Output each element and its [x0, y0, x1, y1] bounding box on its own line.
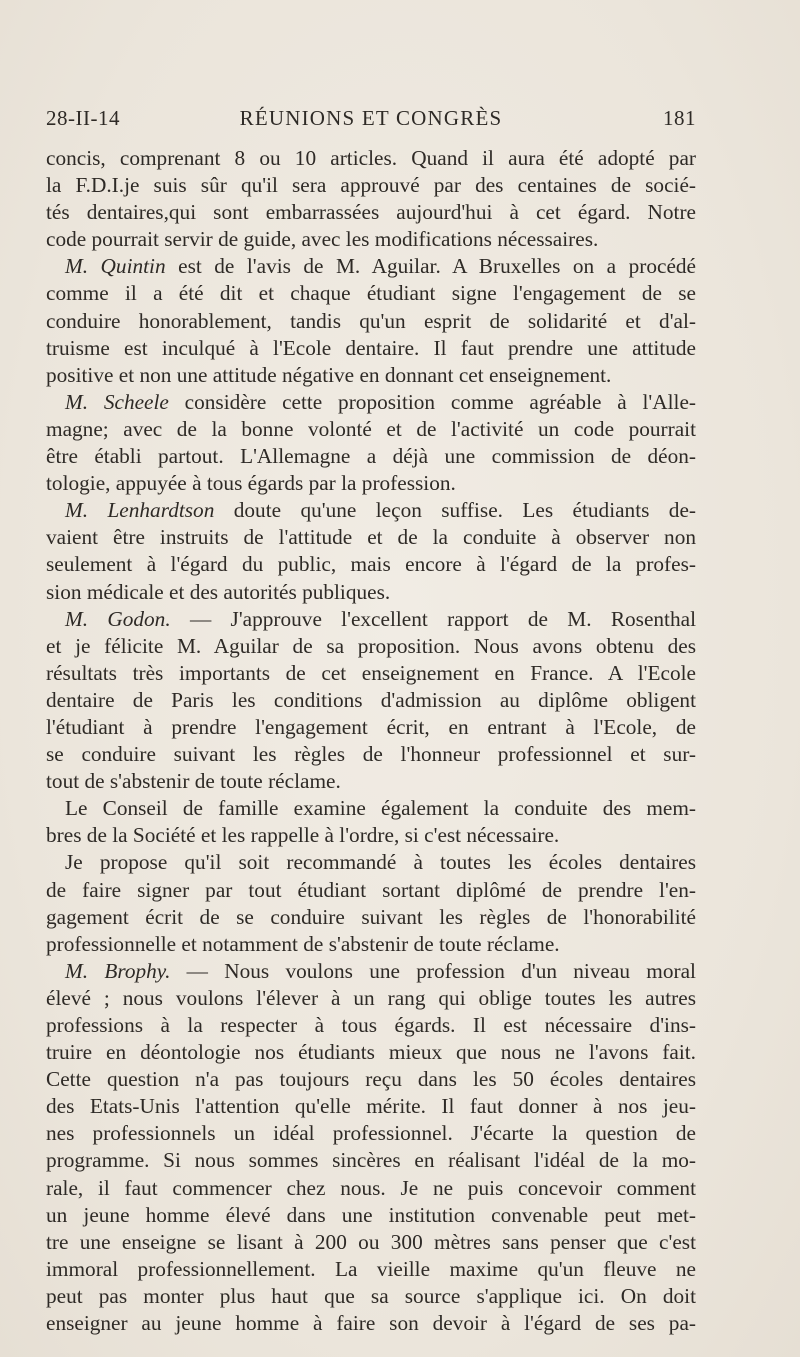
text-line — [46, 985, 696, 1012]
line-text: rale, il faut commencer chez nous. Je ne puis concevoir comment — [46, 1175, 696, 1200]
line-text: peut pas monter plus haut que sa source s'applique ici. On doit — [46, 1283, 696, 1308]
speaker-name: M. Scheele — [65, 389, 169, 414]
line-text: et je félicite M. Aguilar de sa proposition. Nous avons obtenu des — [46, 633, 696, 658]
text-line — [46, 849, 696, 876]
line-text: considère cette proposition comme agréable à l'Alle- — [168, 389, 696, 414]
text-line — [46, 416, 696, 443]
line-text: immoral professionnellement. La vieille maxime qu'un fleuve ne — [46, 1256, 696, 1281]
text-line — [46, 443, 696, 470]
text-line — [46, 714, 696, 741]
text-line — [46, 1175, 696, 1202]
line-text: vaient être instruits de l'attitude et de la conduite à observer non — [46, 525, 696, 550]
line-text: des Etats-Unis l'attention qu'elle mérite. Il faut donner à nos jeu- — [46, 1094, 696, 1119]
text-line — [46, 1093, 696, 1120]
text-line — [46, 606, 696, 633]
text-line — [46, 335, 696, 362]
line-text: code pourrait servir de guide, avec les modifications nécessaires. — [46, 227, 599, 252]
line-text: tre une enseigne se lisant à 200 ou 300 mètres sans penser que c'est — [46, 1229, 696, 1254]
line-text: comme il a été dit et chaque étudiant signe l'engagement de se — [46, 281, 696, 306]
text-line — [46, 551, 696, 578]
text-line — [46, 904, 696, 931]
text-line — [46, 470, 696, 497]
running-head — [46, 106, 696, 134]
text-line — [46, 1066, 696, 1093]
line-text: est de l'avis de M. Aguilar. A Bruxelles on a procédé — [165, 254, 696, 279]
line-text: un jeune homme élevé dans une institution convenable peut met- — [46, 1202, 696, 1227]
text-line — [46, 253, 696, 280]
text-line — [46, 579, 696, 606]
text-line — [46, 524, 696, 551]
line-text: positive et non une attitude négative en donnant cet enseignement. — [46, 362, 612, 387]
line-text: conduire honorablement, tandis qu'un esprit de solidarité et d'al- — [46, 308, 696, 333]
line-text: professions à la respecter à tous égards. Il est nécessaire d'ins- — [46, 1013, 696, 1037]
line-text: bres de la Société et les rappelle à l'ordre, si c'est nécessaire. — [46, 823, 560, 848]
line-text: — J'approuve l'excellent rapport de M. Rosenthal — [170, 606, 696, 631]
text-line — [46, 931, 696, 958]
line-text: tés dentaires,qui sont embarrassées aujourd'hui à cet égard. Notre — [46, 200, 696, 225]
line-text: la F.D.I.je suis sûr qu'il sera approuvé par des centaines de socié- — [46, 173, 696, 198]
text-line — [46, 1039, 696, 1066]
text-line — [46, 145, 696, 172]
header-date: 28-II-14 — [46, 106, 120, 130]
line-text: nes professionnels un idéal professionnel. J'écarte la question de — [46, 1121, 696, 1146]
text-line — [46, 280, 696, 307]
line-text: doute qu'une leçon suffise. Les étudiants de- — [214, 498, 696, 523]
line-text: se conduire suivant les règles de l'honneur professionnel et sur- — [46, 742, 696, 767]
line-text: truisme est inculqué à l'Ecole dentaire. Il faut prendre une attitude — [46, 335, 696, 360]
text-line — [46, 633, 696, 660]
text-line — [46, 1202, 696, 1229]
line-text: programme. Si nous sommes sincères en réalisant l'idéal de la mo- — [46, 1148, 696, 1173]
line-text: de faire signer par tout étudiant sortant diplômé de prendre l'en- — [46, 877, 696, 902]
page-number: 181 — [663, 106, 696, 130]
line-text: concis, comprenant 8 ou 10 articles. Quand il aura été adopté par — [46, 146, 696, 170]
line-text: truire en déontologie nos étudiants mieux que nous ne l'avons fait. — [46, 1040, 696, 1065]
text-line — [46, 660, 696, 687]
text-line — [46, 687, 696, 714]
line-text: Je propose qu'il soit recommandé à toutes les écoles dentaires — [65, 850, 696, 875]
text-line — [46, 1147, 696, 1174]
text-line — [46, 822, 696, 849]
line-text: magne; avec de la bonne volonté et de l'activité un code pourrait — [46, 416, 696, 441]
body-text — [46, 145, 696, 1337]
text-line — [46, 1310, 696, 1337]
text-line — [46, 362, 696, 389]
text-line — [46, 795, 696, 822]
text-line — [46, 172, 696, 199]
line-text: tologie, appuyée à tous égards par la profession. — [46, 471, 456, 496]
line-text: sion médicale et des autorités publiques. — [46, 579, 391, 604]
speaker-name: M. Godon. — [65, 606, 171, 631]
line-text: Cette question n'a pas toujours reçu dans les 50 écoles dentaires — [46, 1067, 696, 1092]
line-text: enseigner au jeune homme à faire son devoir à l'égard de ses pa- — [46, 1311, 696, 1336]
line-text: professionnelle et notamment de s'abstenir de toute réclame. — [46, 931, 560, 956]
line-text: gagement écrit de se conduire suivant les règles de l'honorabilité — [46, 904, 696, 929]
text-line — [46, 877, 696, 904]
line-text: Le Conseil de famille examine également la conduite des mem- — [65, 796, 696, 821]
text-line — [46, 497, 696, 524]
line-text: — Nous voulons une profession d'un niveau moral — [170, 958, 696, 983]
text-line — [46, 308, 696, 335]
speaker-name: M. Lenhardtson — [65, 498, 215, 523]
line-text: l'étudiant à prendre l'engagement écrit, en entrant à l'Ecole, de — [46, 714, 696, 739]
line-text: tout de s'abstenir de toute réclame. — [46, 769, 341, 794]
text-line — [46, 768, 696, 795]
text-line — [46, 1012, 696, 1039]
speaker-name: M. Quintin — [65, 254, 166, 279]
text-line — [46, 226, 696, 253]
line-text: élevé ; nous voulons l'élever à un rang qui oblige toutes les autres — [46, 985, 696, 1010]
text-line — [46, 1229, 696, 1256]
text-line — [46, 199, 696, 226]
text-line — [46, 1283, 696, 1310]
text-line — [46, 1256, 696, 1283]
line-text: être établi partout. L'Allemagne a déjà une commission de déon- — [46, 444, 696, 469]
text-line — [46, 741, 696, 768]
line-text: seulement à l'égard du public, mais encore à l'égard de la profes- — [46, 552, 696, 577]
text-line — [46, 958, 696, 985]
text-line — [46, 1120, 696, 1147]
line-text: résultats très importants de cet enseignement en France. A l'Ecole — [46, 660, 696, 685]
header-title: RÉUNIONS ET CONGRÈS — [239, 106, 503, 130]
text-line — [46, 389, 696, 416]
speaker-name: M. Brophy. — [65, 958, 171, 983]
line-text: dentaire de Paris les conditions d'admission au diplôme obligent — [46, 687, 696, 712]
